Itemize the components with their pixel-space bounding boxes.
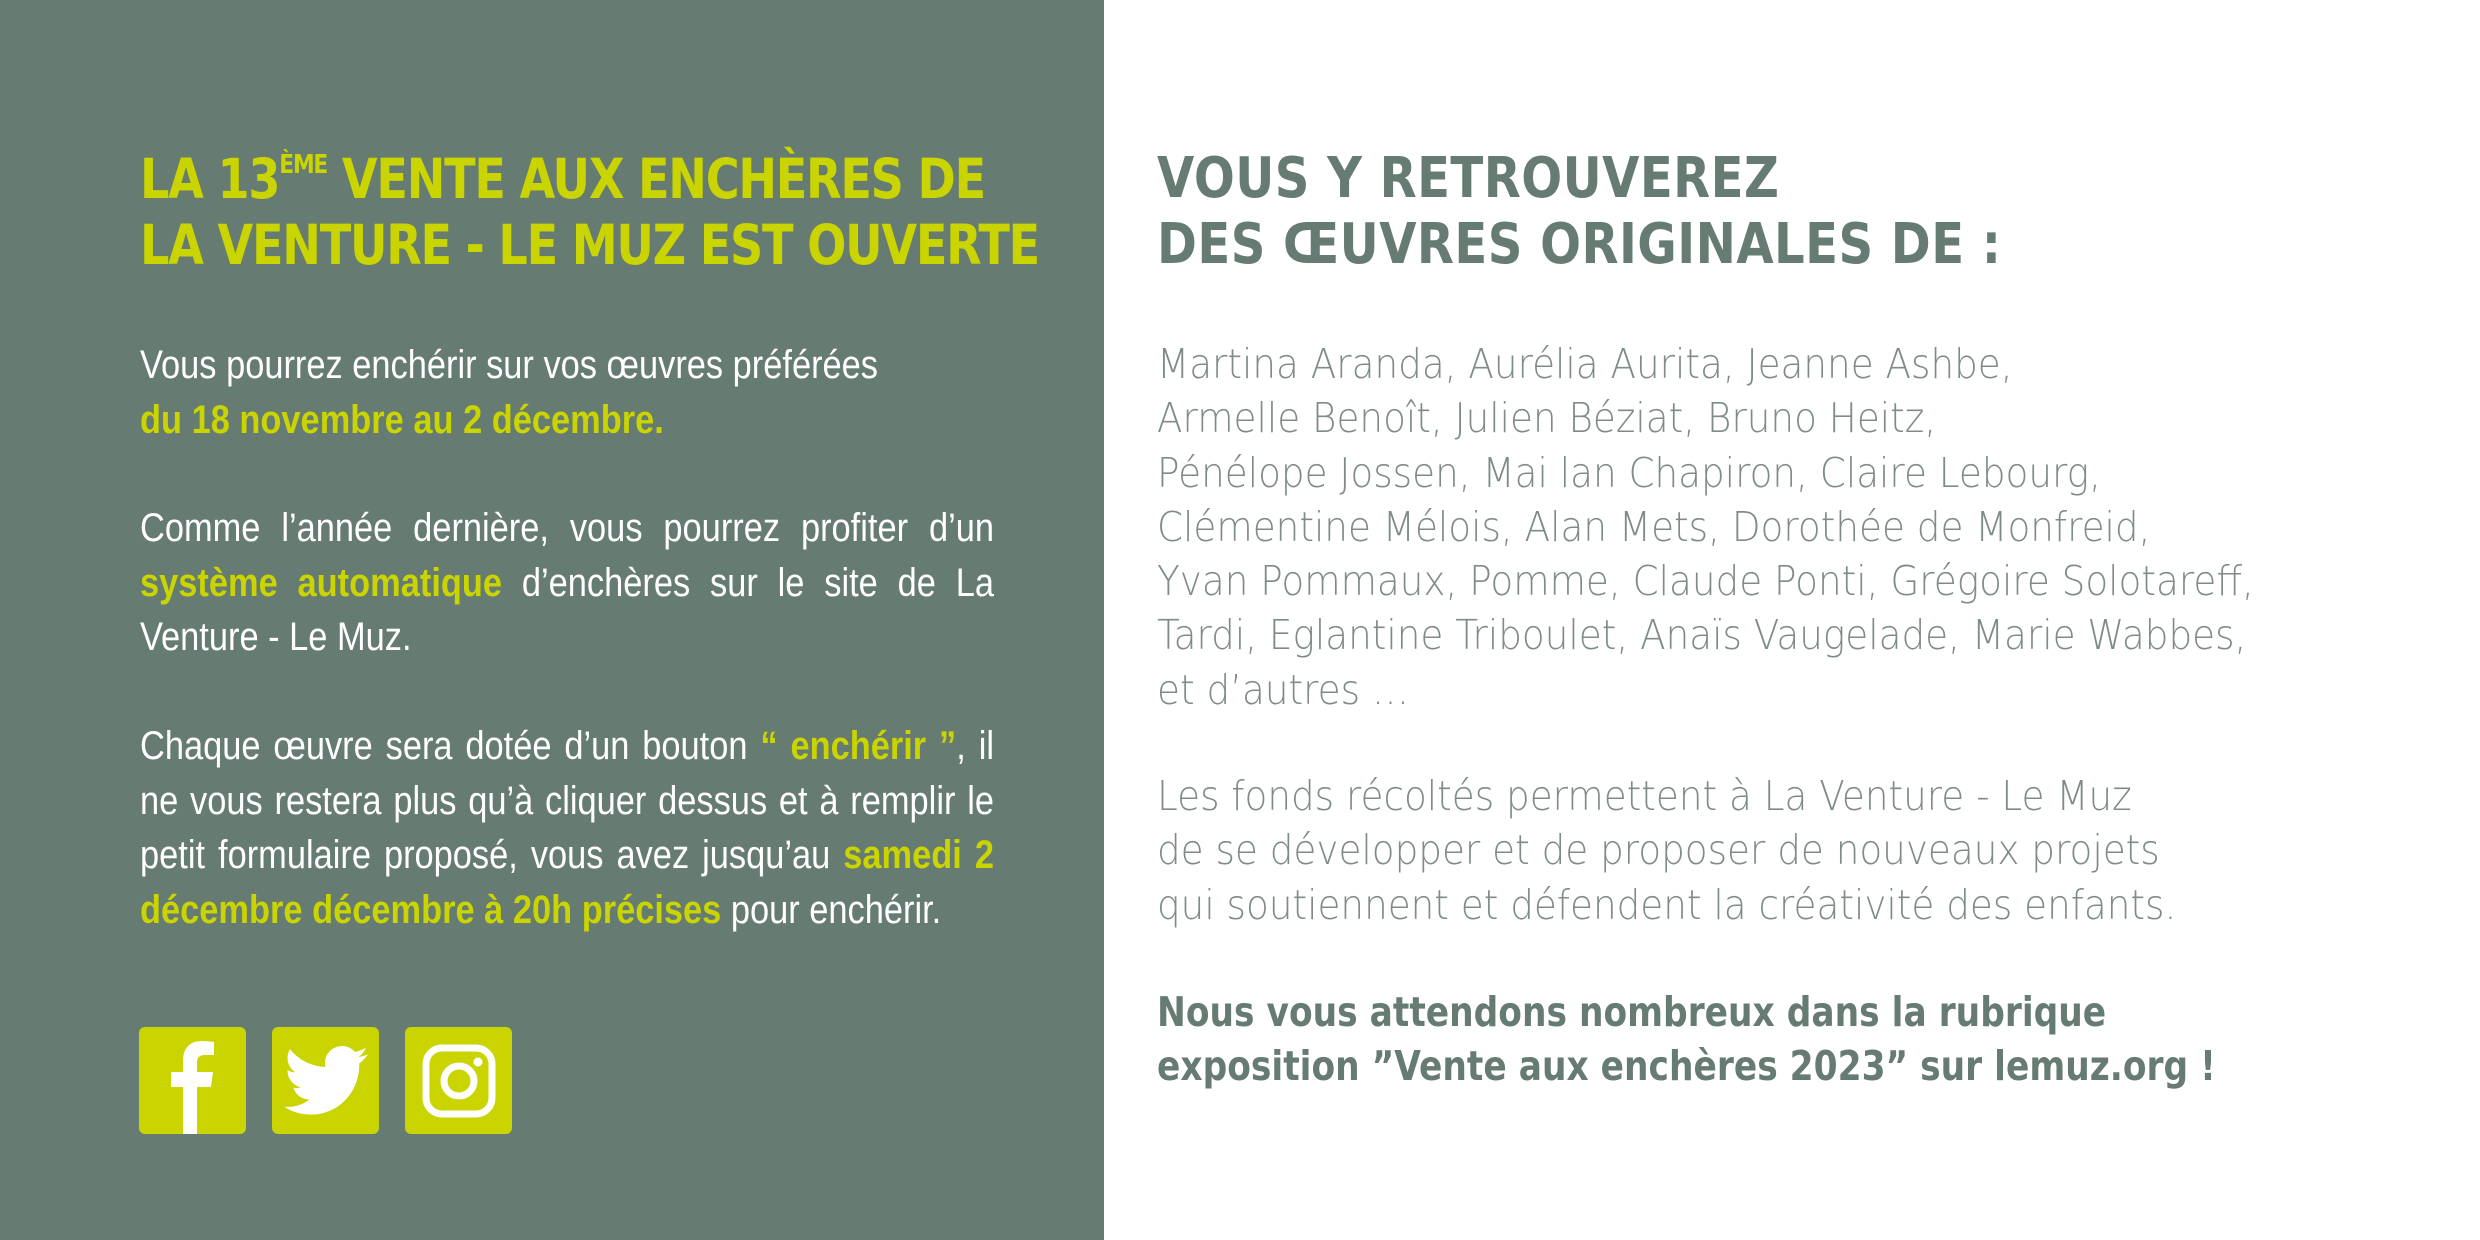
dates-paragraph [140, 338, 994, 447]
funds-paragraph [1157, 769, 2277, 932]
closing-line: Nous vous attendons nombreux dans la rubrique [1157, 988, 2107, 1036]
auto-system-text-pre: Comme l’année dernière, vous pourrez profiter d’un [140, 506, 994, 550]
twitter-button[interactable] [272, 1027, 379, 1134]
closing-paragraph [1157, 985, 2418, 1094]
artists-line: Tardi, Eglantine Triboulet, Anaïs Vaugelade, Marie Wabbes, [1157, 611, 2247, 660]
artists-line: Martina Aranda, Aurélia Aurita, Jeanne Ashbe, [1157, 340, 2013, 388]
auction-dates: du 18 novembre au 2 décembre. [140, 397, 664, 442]
artists-line: Pénélope Jossen, Mai lan Chapiron, Claire Lebourg, [1157, 448, 2101, 497]
artists-line: Yvan Pommaux, Pomme, Claude Ponti, Grégoire Solotareff, [1157, 557, 2254, 606]
closing-line: exposition ”Vente aux enchères 2023” sur lemuz.org ! [1157, 1042, 2216, 1091]
bid-button-paragraph [140, 719, 994, 937]
artists-title-line-1: VOUS Y RETROUVEREZ [1157, 146, 1780, 211]
headline-line-1 [140, 147, 985, 211]
artists-line: Armelle Benoît, Julien Béziat, Bruno Heitz, [1157, 394, 1937, 443]
artists-line: et d’autres … [1157, 665, 1410, 714]
instagram-icon [422, 1044, 496, 1118]
bid-text-mid: , il ne vous restera plus qu’à cliquer dessus et à remplir le petit formulaire proposé, vous avez jusqu’au [140, 724, 994, 877]
automatic-system-paragraph [140, 501, 994, 665]
auto-system-highlight: système automatique [140, 560, 503, 605]
dates-intro: Vous pourrez enchérir sur vos œuvres préférées [140, 343, 879, 387]
headline-rest: VENTE AUX ENCHÈRES DE [327, 147, 985, 211]
social-links [139, 1027, 512, 1134]
left-panel [0, 0, 1104, 1240]
facebook-button[interactable] [139, 1027, 246, 1134]
headline-line-2: LA VENTURE - LE MUZ EST OUVERTE [140, 213, 1039, 277]
bid-deadline: samedi 2 décembre décembre à 20h précises [140, 833, 994, 932]
auction-headline [140, 146, 1039, 278]
bid-text-post: pour enchérir. [721, 887, 942, 932]
artists-line: Clémentine Mélois, Alan Mets, Dorothée de Monfreid, [1157, 502, 2151, 551]
instagram-button[interactable] [405, 1027, 512, 1134]
bid-text-pre: Chaque œuvre sera dotée d’un bouton [140, 724, 761, 768]
facebook-icon [153, 1027, 233, 1134]
funds-line: Les fonds récoltés permettent à La Venture - Le Muz [1157, 772, 2132, 820]
auto-system-text-post: d’enchères sur le site de La Venture - Le Muz. [140, 560, 994, 659]
funds-line: de se développer et de proposer de nouveaux projets [1157, 826, 2160, 875]
funds-line: qui soutiennent et défendent la créativité des enfants. [1157, 880, 2177, 929]
bid-button-name: “ enchérir ” [760, 724, 957, 768]
artists-title-line-2: DES ŒUVRES ORIGINALES DE : [1157, 212, 2002, 277]
artists-list [1157, 337, 2362, 717]
headline-ordinal: ÈME [279, 150, 328, 180]
artists-title [1157, 146, 2001, 278]
headline-number: LA 13 [140, 147, 280, 211]
twitter-icon [284, 1046, 368, 1116]
